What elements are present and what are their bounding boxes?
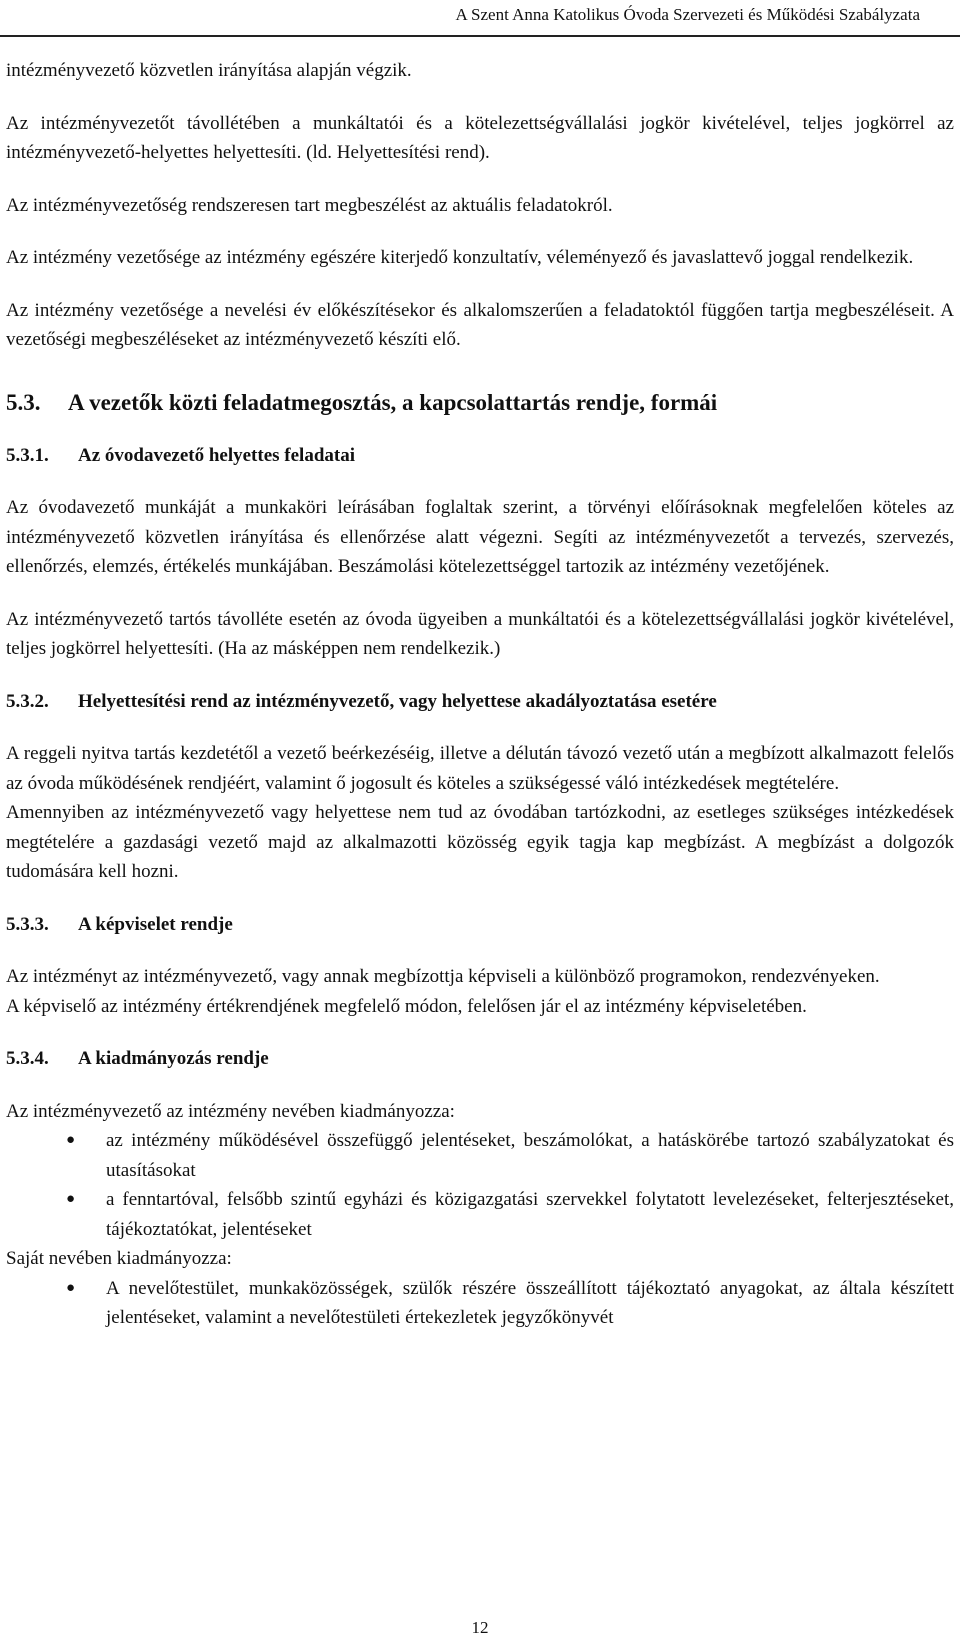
paragraph: Az intézmény vezetősége a nevelési év előkészítésekor és alkalomszerűen a feladatoktól függően tartja megbeszéléseit. A vezetőségi megbeszéléseket az intézményvezető készíti elő. xyxy=(6,299,954,350)
section-title: A kiadmányozás rendje xyxy=(78,1048,269,1069)
section-number: 5.3.2. xyxy=(6,690,49,712)
paragraph: Amennyiben az intézményvezető vagy helyettese nem tud az óvodában tartózkodni, az esetleges szükséges intézkedések megtételére a gazdasági vezető majd az alkalmazotti közösség egyik tagja kap megbízást. A megbízást a dolgozók tudomására kell hozni. xyxy=(6,802,954,882)
document-body xyxy=(6,56,954,1333)
section-title: Helyettesítési rend az intézményvezető, vagy helyettese akadályoztatása esetére xyxy=(78,690,717,712)
paragraph: Az intézmény vezetősége az intézmény egészére kiterjedő konzultatív, véleményező és javaslattevő joggal rendelkezik. xyxy=(6,247,914,268)
section-title: A vezetők közti feladatmegosztás, a kapcsolattartás rendje, formái xyxy=(68,389,718,415)
paragraph: A képviselő az intézmény értékrendjének megfelelő módon, felelősen jár el az intézmény képviseletében. xyxy=(6,995,807,1017)
paragraph: Az intézményvezetőség rendszeresen tart megbeszélést az aktuális feladatokról. xyxy=(6,194,613,216)
section-heading-5-3-4 xyxy=(6,1044,954,1074)
header-divider xyxy=(0,35,960,37)
paragraph: Saját nevében kiadmányozza: xyxy=(6,1248,232,1269)
paragraph: Az intézményvezető az intézmény nevében kiadmányozza: xyxy=(6,1100,455,1122)
section-heading-5-3 xyxy=(6,387,954,419)
section-heading-5-3-1 xyxy=(6,441,954,471)
bullet-list xyxy=(6,1274,954,1333)
paragraph: Az intézményvezető tartós távolléte esetén az óvoda ügyeiben a munkáltatói és a kötelezettségvállalási jogkör kivételével, teljes jogkörrel helyettesíti. (Ha az másképpen nem rendelkezik.) xyxy=(6,608,954,659)
section-number: 5.3.1. xyxy=(6,444,49,466)
paragraph: Az intézményt az intézményvezető, vagy annak megbízottja képviseli a különböző programokon, rendezvényeken. xyxy=(6,966,880,987)
paragraph: Az intézményvezetőt távollétében a munkáltatói és a kötelezettségvállalási jogkör kivételével, teljes jogkörrel az intézményvezető-helyettes helyettesíti. (ld. Helyettesítési rend). xyxy=(6,112,954,163)
page-number: 12 xyxy=(471,1618,489,1637)
section-number: 5.3.4. xyxy=(6,1048,49,1069)
bullet-list xyxy=(6,1126,954,1244)
paragraph: intézményvezető közvetlen irányítása alapján végzik. xyxy=(6,60,412,81)
section-title: A képviselet rendje xyxy=(78,913,233,935)
paragraph: A reggeli nyitva tartás kezdetétől a vezető beérkezéséig, illetve a délután távozó vezető után a megbízott alkalmazott felelős az óvoda működésének rendjéért, valamint ő jogosult és köteles a szükségessé váló intézkedések megtételére. xyxy=(6,743,954,794)
section-heading-5-3-2 xyxy=(6,687,954,717)
section-number: 5.3. xyxy=(6,389,41,415)
paragraph: Az óvodavezető munkáját a munkaköri leírásában foglaltak szerint, a törvényi előírásoknak megfelelően köteles az intézményvezető közvetlen irányítása és ellenőrzése alatt végezni. Segíti az intézményvezetőt a tervezés, szervezés, ellenőrzés, elemzés, értékelés munkájában. Beszámolási kötelezettséggel tartozik az intézmény vezetőjének. xyxy=(6,497,954,577)
list-item: ● A nevelőtestület, munkaközösségek, szülők részére összeállított tájékoztató anyagokat, az általa készített jelentéseket, valamint a nevelőtestületi értekezletek jegyzőkönyvét xyxy=(6,1274,954,1333)
list-item: ● az intézmény működésével összefüggő jelentéseket, beszámolókat, a hatáskörébe tartozó szabályzatokat és utasításokat xyxy=(6,1126,954,1185)
section-number: 5.3.3. xyxy=(6,913,49,935)
list-item: ● a fenntartóval, felsőbb szintű egyházi és közigazgatási szervekkel folytatott levelezéseket, felterjesztéseket, tájékoztatókat, jelentéseket xyxy=(6,1185,954,1244)
section-heading-5-3-3 xyxy=(6,910,954,940)
section-title: Az óvodavezető helyettes feladatai xyxy=(78,444,356,466)
document-header: A Szent Anna Katolikus Óvoda Szervezeti és Működési Szabályzata xyxy=(455,5,920,24)
